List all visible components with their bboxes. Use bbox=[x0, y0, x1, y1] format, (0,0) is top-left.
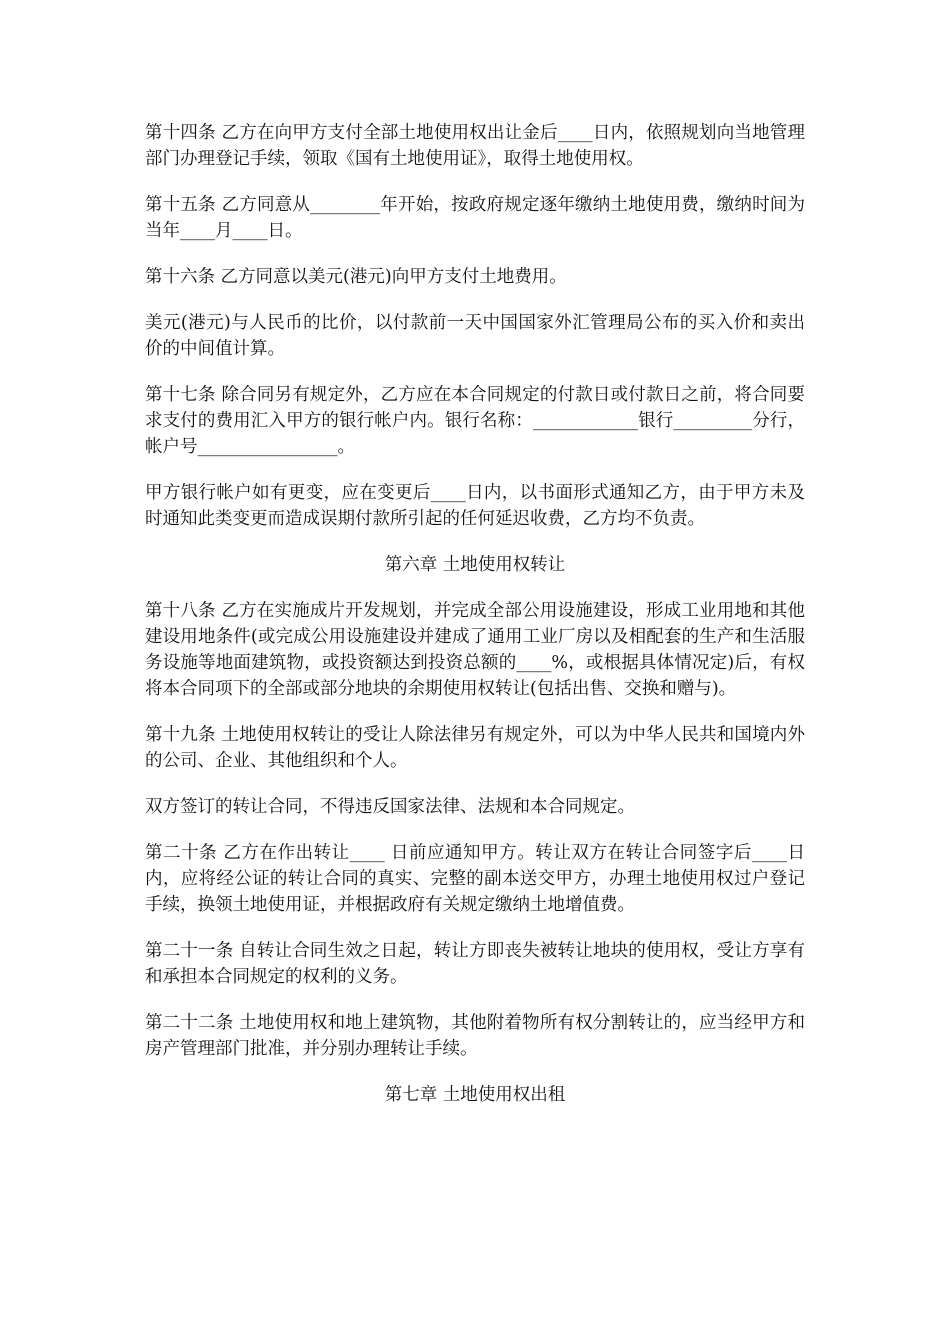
article-18: 第十八条 乙方在实施成片开发规划，并完成全部公用设施建设，形成工业用地和其他建设用地条件(或完成公用设施建设并建成了通用工业厂房以及相配套的生产和生活服务设施等地面建筑物，或投资额达到投资总额的____%，或根据具体情况定)后，有权将本合同项下的全部或部分地块的余期使用权转让(包括出售、交换和赠与)。 bbox=[145, 601, 805, 699]
article-19-contract: 双方签订的转让合同，不得违反国家法律、法规和本合同规定。 bbox=[145, 797, 635, 817]
article-16-exchange-rate: 美元(港元)与人民币的比价，以付款前一天中国国家外汇管理局公布的买入价和卖出价的中间值计算。 bbox=[145, 313, 805, 359]
article-14: 第十四条 乙方在向甲方支付全部土地使用权出让金后____日内，依照规划向当地管理部门办理登记手续，领取《国有土地使用证》，取得土地使用权。 bbox=[145, 123, 805, 169]
article-19: 第十九条 土地使用权转让的受让人除法律另有规定外，可以为中华人民共和国境内外的公司、企业、其他组织和个人。 bbox=[145, 725, 805, 771]
article-17-account-change: 甲方银行帐户如有更变，应在变更后____日内，以书面形式通知乙方，由于甲方未及时通知此类变更而造成误期付款所引起的任何延迟收费，乙方均不负责。 bbox=[145, 483, 805, 529]
article-16: 第十六条 乙方同意以美元(港元)向甲方支付土地费用。 bbox=[145, 267, 567, 287]
chapter-6-heading: 第六章 土地使用权转让 bbox=[384, 555, 566, 575]
article-21: 第二十一条 自转让合同生效之日起，转让方即丧失被转让地块的使用权，受让方享有和承担本合同规定的权利的义务。 bbox=[145, 941, 805, 987]
document-page bbox=[145, 120, 805, 1128]
article-17: 第十七条 除合同另有规定外，乙方应在本合同规定的付款日或付款日之前，将合同要求支付的费用汇入甲方的银行帐户内。银行名称：____________银行_________分行，帐户号________________。 bbox=[145, 385, 805, 457]
article-22: 第二十二条 土地使用权和地上建筑物，其他附着物所有权分割转让的，应当经甲方和房产管理部门批准，并分别办理转让手续。 bbox=[145, 1013, 805, 1059]
chapter-7-heading: 第七章 土地使用权出租 bbox=[384, 1085, 566, 1105]
article-15: 第十五条 乙方同意从________年开始，按政府规定逐年缴纳土地使用费，缴纳时间为当年____月____日。 bbox=[145, 195, 805, 241]
article-20: 第二十条 乙方在作出转让____ 日前应通知甲方。转让双方在转让合同签字后____日内，应将经公证的转让合同的真实、完整的副本送交甲方，办理土地使用权过户登记手续，换领土地使用证，并根据政府有关规定缴纳土地增值费。 bbox=[145, 843, 805, 915]
